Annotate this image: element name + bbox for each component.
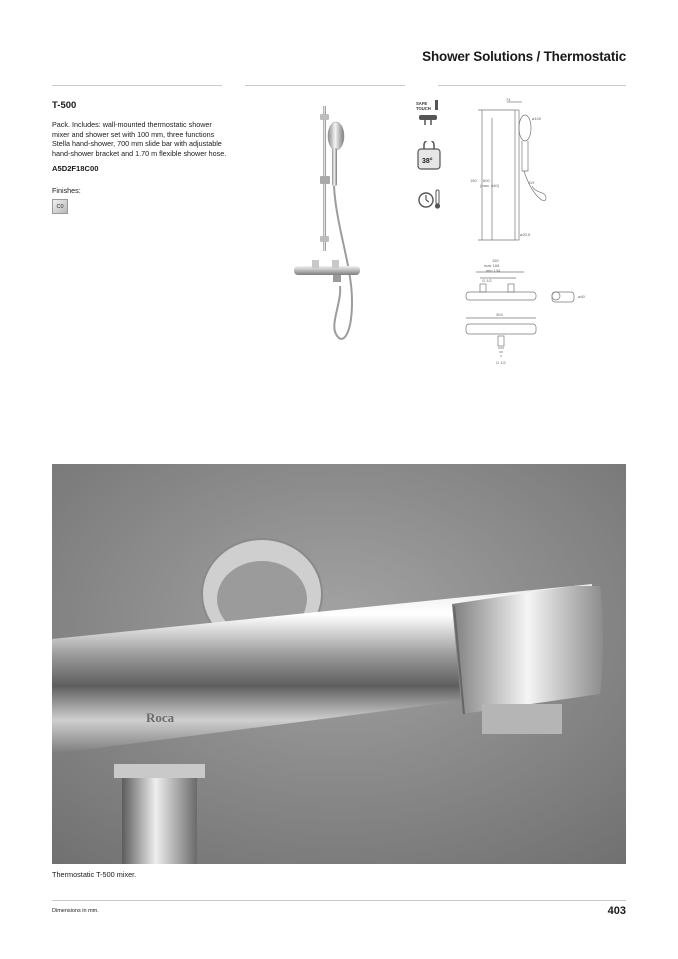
finish-swatch-chrome: C0 (52, 199, 68, 214)
dim-label: 119 (528, 180, 535, 185)
technical-drawing (462, 96, 628, 376)
page-number: 403 (607, 905, 626, 917)
finishes-label: Finishes: (52, 186, 81, 196)
dim-label: G 1/2 (482, 278, 492, 283)
divider (438, 85, 626, 86)
divider (52, 85, 222, 86)
image-caption: Thermostatic T-500 mixer. (52, 870, 137, 879)
product-name: T-500 (52, 100, 77, 111)
mixer-photo (52, 464, 626, 864)
product-description: Pack. Includes: wall-mounted thermostatic shower mixer and shower set with 100 mm, three functions Stella hand-shower, 700 mm slide bar with adjustable hand-shower bracket and 1.70 m flexible shower hose. (52, 120, 227, 158)
dim-label: 74 (506, 97, 511, 102)
header-title: Shower Solutions / Thermostatic (422, 49, 626, 64)
divider (52, 900, 626, 901)
feature-icons (415, 98, 445, 227)
product-code: A5D2F18C00 (52, 164, 99, 174)
temperature-38-icon (415, 141, 443, 171)
brand-mark: Roca (146, 710, 175, 725)
dim-label: 150 (470, 178, 477, 183)
dim-label: ø100 (532, 116, 542, 121)
dim-label: G 1/2 (496, 360, 506, 365)
dim-label: ø40 (578, 294, 585, 299)
thermostatic-control-icon (415, 184, 443, 214)
shower-set-image (270, 96, 405, 354)
footer-note: Dimensions in mm. (52, 908, 99, 914)
dim-label: max 168 (484, 263, 500, 268)
divider (245, 85, 405, 86)
dim-label: 150 (492, 258, 499, 263)
dim-label: ø20,5 (520, 232, 531, 237)
svg-text:TOUCH: TOUCH (416, 106, 431, 111)
safe-touch-icon (415, 98, 443, 128)
dim-label: 304 (496, 312, 503, 317)
dim-label: 600 (483, 178, 490, 183)
product-info (52, 100, 227, 214)
svg-text:38°: 38° (422, 158, 433, 165)
svg-text:SAFE: SAFE (416, 101, 428, 106)
dim-label: min 134 (486, 268, 501, 273)
dim-label: (max. 640) (480, 183, 500, 188)
